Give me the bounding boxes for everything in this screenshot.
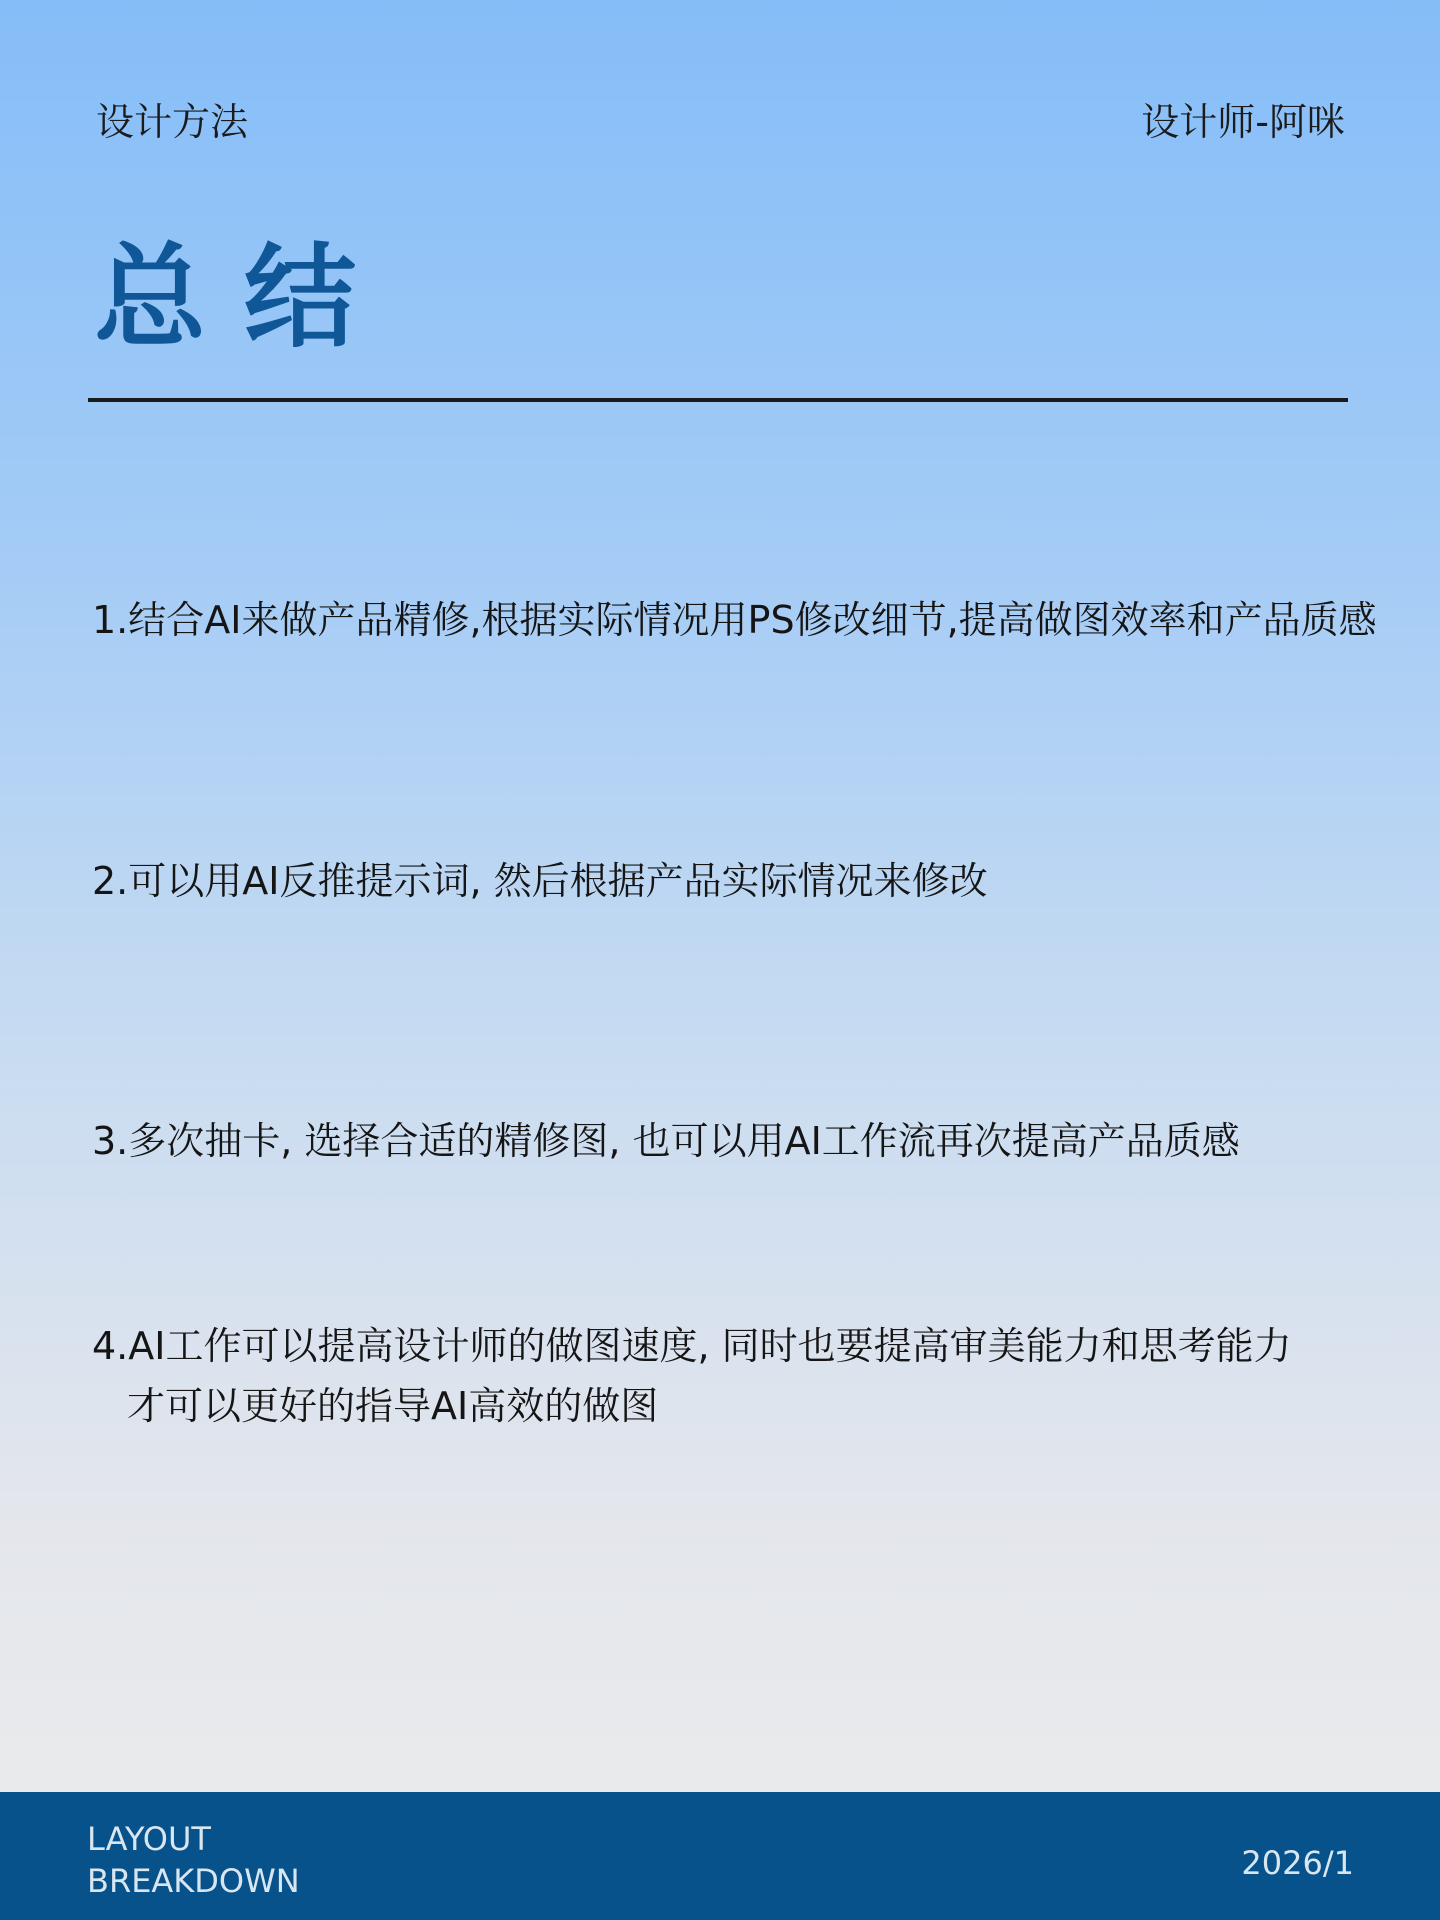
footer-label-line1: LAYOUT (87, 1820, 211, 1858)
page-title: 总结 (94, 233, 394, 363)
footer-label-line2: BREAKDOWN (87, 1862, 300, 1900)
author-label: 设计师-阿咪 (1141, 100, 1345, 144)
category-label: 设计方法 (96, 100, 249, 144)
summary-item-4-text-line1: 4.AI工作可以提高设计师的做图速度, 同时也要提高审美能力和思考能力 (92, 1324, 1292, 1368)
summary-item-3 (92, 1111, 1382, 1171)
footer-bar (0, 1792, 1440, 1920)
summary-item-1-text: 1.结合AI来做产品精修,根据实际情况用PS修改细节,提高做图效率和产品质感 (92, 598, 1377, 642)
summary-item-2-text: 2.可以用AI反推提示词, 然后根据产品实际情况来修改 (92, 859, 988, 903)
summary-item-3-text: 3.多次抽卡, 选择合适的精修图, 也可以用AI工作流再次提高产品质感 (92, 1119, 1240, 1163)
summary-item-4 (92, 1316, 1382, 1436)
summary-item-1 (92, 590, 1382, 650)
summary-item-2 (92, 851, 1382, 911)
footer-label (87, 1818, 300, 1902)
summary-item-4-text-line2: 才可以更好的指导AI高效的做图 (127, 1384, 659, 1428)
footer-date: 2026/1 (1241, 1844, 1354, 1882)
title-divider (88, 398, 1348, 402)
